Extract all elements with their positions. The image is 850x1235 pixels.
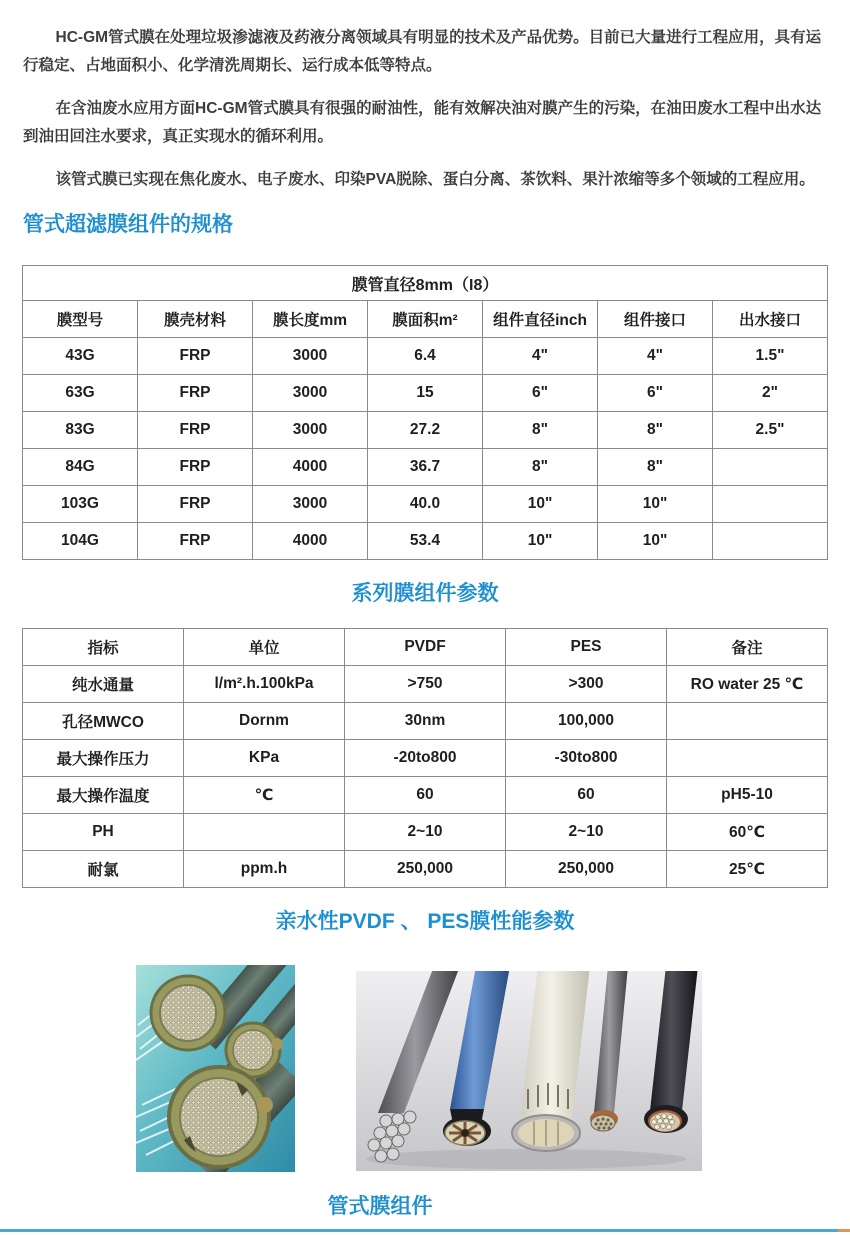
table-row [23,375,828,412]
table-cell: 6" [598,375,713,412]
table-row [23,449,828,486]
table-cell: 104G [23,523,138,560]
table-cell: >300 [506,666,667,703]
table-row [23,666,828,703]
column-header: 组件接口 [598,301,713,338]
intro-paragraph-2: 在含油废水应用方面HC-GM管式膜具有很强的耐油性，能有效解决油对膜产生的污染，在油田废水工程中出水达到油田回注水要求，真正实现水的循环利用。 [23,100,822,145]
table-cell: 4" [483,338,598,375]
table-cell: ℃ [184,777,345,814]
table-row [23,703,828,740]
spec-section-heading: 管式超滤膜组件的规格 [23,213,233,236]
intro-paragraph-3: 该管式膜已实现在焦化废水、电子废水、印染PVA脱除、蛋白分离、茶饮料、果汁浓缩等多个领域的工程应用。 [55,171,815,188]
footer-divider-bar [0,1229,850,1232]
table-cell [184,814,345,851]
table-cell: Dornm [184,703,345,740]
table-cell: FRP [138,486,253,523]
table-cell: RO water 25 ℃ [667,666,828,703]
table-cell: 10" [598,486,713,523]
spec-table [22,265,828,560]
table-cell: 耐氯 [23,851,184,888]
table-row [23,851,828,888]
column-header: 膜长度mm [253,301,368,338]
table-cell: 3000 [253,486,368,523]
table-cell: FRP [138,375,253,412]
table-cell: 83G [23,412,138,449]
table-row [23,338,828,375]
table-cell: 250,000 [506,851,667,888]
table-cell: 8" [598,412,713,449]
column-header: 备注 [667,629,828,666]
module-cross-section-bottom [169,1067,273,1167]
table-cell: ppm.h [184,851,345,888]
intro-paragraph-1: HC-GM管式膜在处理垃圾渗滤液及药液分离领域具有明显的技术及产品优势。目前已大量进行工程应用，具有运行稳定、占地面积小、化学清洗周期长、运行成本低等特点。 [23,29,822,74]
table-cell: 4000 [253,523,368,560]
column-header: 单位 [184,629,345,666]
table-cell: 63G [23,375,138,412]
footer-bar-orange-segment [838,1229,850,1232]
column-header: 膜面积m² [368,301,483,338]
table-cell: 27.2 [368,412,483,449]
table-cell [667,703,828,740]
table-cell: FRP [138,412,253,449]
table-cell: 2.5" [713,412,828,449]
params-table [22,628,828,888]
column-header: PES [506,629,667,666]
table-cell: 60 [506,777,667,814]
table-header-row [23,629,828,666]
table-cell: 2" [713,375,828,412]
intro-paragraphs [0,0,850,194]
table-cell: 8" [598,449,713,486]
product-photos [0,965,850,1172]
table-cell: 10" [598,523,713,560]
table-cell: l/m².h.100kPa [184,666,345,703]
table-cell: 100,000 [506,703,667,740]
table-cell: 103G [23,486,138,523]
table-cell [713,449,828,486]
table-cell: 最大操作温度 [23,777,184,814]
column-header: 出水接口 [713,301,828,338]
table-cell: 43G [23,338,138,375]
column-header: 指标 [23,629,184,666]
column-header: 组件直径inch [483,301,598,338]
table-cell: 纯水通量 [23,666,184,703]
table-cell: 53.4 [368,523,483,560]
table-cell: 4000 [253,449,368,486]
table-cell: 15 [368,375,483,412]
footer-bar-blue-segment [0,1229,838,1232]
table-cell: 10" [483,523,598,560]
table-cell: -30to800 [506,740,667,777]
table-cell: PH [23,814,184,851]
table-cell: -20to800 [345,740,506,777]
table-cell: FRP [138,449,253,486]
table-cell: 60 [345,777,506,814]
table-cell: 8" [483,449,598,486]
membrane-cross-section-photo [136,965,295,1172]
table-cell: 30nm [345,703,506,740]
table-cell: 最大操作压力 [23,740,184,777]
table-cell: 25℃ [667,851,828,888]
table-header-row [23,301,828,338]
table-cell: 3000 [253,338,368,375]
column-header: 膜型号 [23,301,138,338]
table-cell: 2~10 [506,814,667,851]
table-row [23,412,828,449]
table-cell: 6.4 [368,338,483,375]
table-cell: 40.0 [368,486,483,523]
module-section-heading: 管式膜组件 [327,1195,433,1218]
table-cell: 孔径MWCO [23,703,184,740]
table-row [23,740,828,777]
table-cell: 10" [483,486,598,523]
table-cell: 60℃ [667,814,828,851]
column-header: PVDF [345,629,506,666]
table-cell: 4" [598,338,713,375]
table-cell: 1.5" [713,338,828,375]
table-title: 膜管直径8mm（I8） [23,266,828,301]
table-cell: FRP [138,338,253,375]
table-cell: FRP [138,523,253,560]
table-row [23,814,828,851]
performance-section-heading: 亲水性PVDF 、 PES膜性能参数 [275,910,575,933]
column-header: 膜壳材料 [138,301,253,338]
table-cell: 8" [483,412,598,449]
params-section-heading: 系列膜组件参数 [351,582,499,605]
table-cell: KPa [184,740,345,777]
table-row [23,777,828,814]
tubular-modules-photo [356,971,702,1171]
table-cell: 3000 [253,412,368,449]
table-cell: 250,000 [345,851,506,888]
table-cell: >750 [345,666,506,703]
table-cell: 6" [483,375,598,412]
table-cell [713,486,828,523]
module-cross-section-top [151,976,225,1050]
table-cell: 84G [23,449,138,486]
table-cell: 36.7 [368,449,483,486]
table-cell [713,523,828,560]
table-row [23,523,828,560]
table-cell: pH5-10 [667,777,828,814]
table-cell: 2~10 [345,814,506,851]
table-cell: 3000 [253,375,368,412]
table-row [23,486,828,523]
table-cell [667,740,828,777]
